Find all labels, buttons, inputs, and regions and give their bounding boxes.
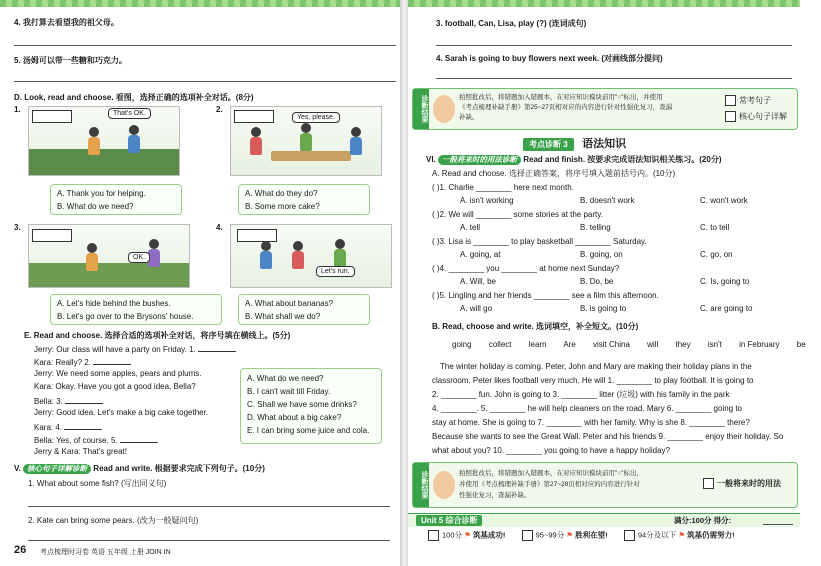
part-b-title: B. Read, choose and write. 选词填空，补全短文。(10分) [432, 322, 639, 331]
page-number: 26 [14, 544, 27, 556]
answer-line[interactable] [14, 81, 396, 82]
mc-question: ( )1. Charlie ________ here next month. [432, 183, 574, 192]
speech-bubble: Let's run. [316, 266, 355, 277]
mc-option[interactable]: C. are going to [700, 304, 753, 313]
mc-option[interactable]: A. Will, be [460, 277, 497, 286]
section-badge: 一般将来时的用法诊断 [438, 155, 521, 165]
word[interactable]: will [647, 340, 659, 349]
q4-translation: 4. 我打算去看望我的祖父母。 [14, 18, 119, 27]
ground [29, 263, 189, 287]
mc-option[interactable]: B. is going to [580, 304, 627, 313]
mc-option[interactable]: C. to tell [700, 223, 730, 232]
score-label: 满分:100分 得分: [674, 516, 732, 525]
unit-bar [408, 513, 800, 527]
options-box-1 [50, 184, 182, 215]
person [335, 239, 345, 249]
word[interactable]: isn't [707, 340, 722, 349]
mc-question: ( )5. Lingling and her friends ________ see a film this afternoon. [432, 291, 659, 300]
choice[interactable]: B. I can't wait till Friday. [247, 387, 331, 396]
checkbox[interactable] [624, 530, 635, 541]
answer-blank[interactable] [64, 420, 102, 430]
option[interactable]: A. What do they do? [245, 189, 318, 198]
page-footer [0, 546, 400, 558]
checkbox[interactable] [725, 111, 736, 122]
section-3-title: 语法知识 [582, 138, 627, 150]
pic-number: 2. [216, 105, 223, 114]
section-d-title: D. Look, read and choose. 看图，选择正确的选项补全对话。(8分) [14, 93, 254, 102]
dialogue-line: Bella: 3. [34, 394, 103, 407]
rating-row: 100分 ⚑ 筑基成功! 95~99分 ⚑ 胜利在望! 94分及以下 ⚑ 筑基仍需努力! [428, 530, 735, 541]
answer-line[interactable] [14, 45, 396, 46]
checkbox[interactable] [725, 95, 736, 106]
option[interactable]: B. What do we need? [57, 202, 134, 211]
answer-blank[interactable] [198, 342, 236, 352]
person [351, 127, 361, 137]
passage-line: 2. ________ fun. John is going to 3. ________ litter (垃圾) with his family in the park [432, 390, 730, 399]
diagnosis-tip-2 [412, 462, 798, 508]
word[interactable]: collect [488, 340, 512, 349]
option[interactable]: B. What shall we do? [245, 312, 321, 321]
mc-option[interactable]: A. tell [460, 223, 481, 232]
mc-question: ( )2. We will ________ some stories at the party. [432, 210, 603, 219]
answer-box[interactable] [32, 229, 72, 242]
dialogue-line: Kara: 4. [34, 420, 102, 433]
pic-number: 3. [14, 223, 21, 232]
tip-tag: 诊断结果 [413, 89, 429, 129]
options-box-3 [50, 294, 222, 325]
mc-option[interactable]: A. will go [460, 304, 493, 313]
section-vi-title: Read and finish. 按要求完成语法知识相关练习。(20分) [523, 155, 722, 164]
mc-option[interactable]: A. isn't working [460, 196, 514, 205]
section-vi-header: VI. 一般将来时的用法诊断 Read and finish. 按要求完成语法知识相关练习。(20分) [426, 155, 722, 164]
footer-text: 考点梳理时习卷 英语 五年级 上册 JOIN IN [40, 549, 171, 556]
person-body [292, 251, 304, 269]
options-box-4 [238, 294, 370, 325]
word-bank [452, 339, 821, 350]
mc-option[interactable]: C. won't work [700, 196, 748, 205]
mc-option[interactable]: B. telling [580, 223, 611, 232]
mc-option[interactable]: C. go, on [700, 250, 733, 259]
option[interactable]: A. What about bananas? [245, 299, 334, 308]
mc-option[interactable]: A. going, at [460, 250, 501, 259]
dialogue-line: Jerry: Good idea. Let's make a big cake together. [34, 408, 209, 417]
person-body [334, 249, 346, 267]
section-v-title: Read and write. 根据要求完成下列句子。(10分) [93, 464, 265, 473]
person-body [300, 133, 312, 151]
person [301, 123, 311, 133]
option[interactable]: B. Some more cake? [245, 202, 320, 211]
person [149, 239, 159, 249]
mc-option[interactable]: C. Is, going to [700, 277, 750, 286]
person [129, 125, 139, 135]
q5-translation: 5. 汤姆可以带一些糖和巧克力。 [14, 56, 127, 65]
tip-text: 拍照批改后，将错题加入错题本，在对应知识模块前用"○"标出，并使用 《考点梳理补缺手册》第25~27页相对应的内容进行针对性强化复习，查漏 补缺。 [459, 94, 673, 121]
mascot-icon [433, 471, 455, 499]
word[interactable]: going [452, 340, 472, 349]
garden-bushes [29, 149, 179, 175]
checkbox[interactable] [428, 530, 439, 541]
answer-line[interactable] [28, 506, 390, 507]
section-v-header: V. 核心句子详解诊断 Read and write. 根据要求完成下列句子。(10分) [14, 464, 265, 473]
options-box-2 [238, 184, 370, 215]
checkbox[interactable] [522, 530, 533, 541]
r-q4: 4. Sarah is going to buy flowers next week. (对画线部分提问) [436, 54, 663, 63]
checkbox-item[interactable]: 核心句子详解 [725, 111, 787, 122]
passage-line: stay at home. She is going to 7. ________ with her family. Why is she 8. ________ there? [432, 418, 750, 427]
dialogue-line: Kara: Okay. Have you got a good idea, Bella? [34, 382, 196, 391]
answer-blank[interactable] [93, 355, 131, 365]
section-pill: 考点诊断 3 [523, 138, 574, 151]
book-spine [400, 0, 408, 566]
option[interactable]: B. Let's go over to the Brysons' house. [57, 312, 194, 321]
person [293, 241, 303, 251]
word[interactable]: Are [563, 340, 576, 349]
answer-box[interactable] [234, 110, 274, 123]
flag-icon: ⚑ [678, 530, 685, 540]
passage-line: The winter holiday is coming. Peter, John and Mary are making their holiday plans in the [440, 362, 752, 371]
left-page [0, 8, 400, 560]
passage-line: 4. ________. 5. ________ he will help cleaners on the road. Mary 6. ________ going to [432, 404, 743, 413]
choice[interactable]: C. Shall we have some drinks? [247, 400, 357, 409]
pic-number: 4. [216, 223, 223, 232]
section-e-title: E. Read and choose. 选择合适的选项补全对话，将序号填在横线上。(5分) [24, 331, 291, 340]
diagnosis-tip-1 [412, 88, 798, 130]
person-body [88, 137, 100, 155]
answer-line[interactable] [436, 45, 792, 46]
person [261, 241, 271, 251]
r-q3: 3. football, Can, Lisa, play (?) (连词成句) [436, 19, 587, 28]
section-3-header [523, 134, 723, 149]
word[interactable]: in February [739, 340, 780, 349]
answer-box[interactable] [237, 229, 277, 242]
mc-question: ( )4. ________ you ________ at home next Sunday? [432, 264, 620, 273]
person-body [260, 251, 272, 269]
tip-tag: 诊断结果 [413, 463, 429, 507]
person-body [86, 253, 98, 271]
word[interactable]: be [796, 340, 806, 349]
option[interactable]: A. Thank you for helping. [57, 189, 146, 198]
choice[interactable]: A. What do we need? [247, 374, 324, 383]
person [251, 127, 261, 137]
passage-line: what about you? 10. ________ you going to have a happy holiday? [432, 446, 670, 455]
answer-blank[interactable] [120, 433, 158, 443]
v-q2: 2. Kate can bring some pears. (改为一般疑问句) [28, 516, 199, 525]
choice[interactable]: D. What about a big cake? [247, 413, 342, 422]
answer-blank[interactable] [65, 394, 103, 404]
dialogue-line: Jerry: We need some apples, pears and plums. [34, 369, 202, 378]
speech-bubble: That's OK. [108, 108, 151, 119]
word[interactable]: learn [528, 340, 547, 349]
pic-number: 1. [14, 105, 21, 114]
checkbox-item[interactable]: 常考句子 [725, 95, 771, 106]
dialogue-line: Jerry: Our class will have a party on Friday. 1. [34, 342, 236, 355]
section-badge: 核心句子详解诊断 [23, 464, 91, 474]
dialogue-line: Kara: Really? 2. [34, 355, 131, 368]
word[interactable]: visit China [593, 340, 630, 349]
word[interactable]: they [675, 340, 691, 349]
person [87, 243, 97, 253]
v-q1: 1. What about some fish? (写出同义句) [28, 479, 167, 488]
flag-icon: ⚑ [464, 530, 471, 540]
answer-line[interactable] [28, 540, 390, 541]
unit-tag: Unit 5 综合诊断 [416, 515, 482, 526]
speech-bubble: Yes, please. [292, 112, 340, 123]
speech-bubble: OK. [128, 252, 150, 263]
passage-line: classroom. Peter likes football very much. He will 1. ________ to play football. It is going to [432, 376, 754, 385]
checkbox-item[interactable]: 一般将来时的用法 [703, 478, 781, 489]
mc-option[interactable]: B. Do, be [580, 277, 614, 286]
person-body [128, 135, 140, 153]
part-a-title: A. Read and choose. 选择正确答案，将序号填入题前括号内。(10分) [432, 169, 676, 178]
mc-option[interactable]: B. going, on [580, 250, 623, 259]
mc-question: ( )3. Lisa is ________ to play basketball ________ Saturday. [432, 237, 647, 246]
person-body [250, 137, 262, 155]
dialogue-line: Jerry & Kara: That's great! [34, 447, 127, 456]
answer-line[interactable] [436, 78, 792, 79]
choice[interactable]: E. I can bring some juice and cola. [247, 426, 370, 435]
table [271, 151, 351, 161]
checkbox[interactable] [703, 478, 714, 489]
score-blank[interactable] [763, 524, 793, 525]
dialogue-line: Bella: Yes, of course. 5. [34, 433, 158, 446]
flag-icon: ⚑ [566, 530, 574, 540]
right-page [408, 8, 806, 560]
mascot-icon [433, 95, 455, 123]
passage-line: Because she wants to see the Great Wall. Peter and his friends 9. ________ enjoy their holiday. So [432, 432, 784, 441]
tip-text: 拍照批改后，将错题加入错题本，在对应知识模块前用"○"标出， 并使用《考点梳理补缺手册》第27~28页相对应的内容进行针对 性强化复习，查漏补缺。 [459, 470, 644, 499]
person-body [350, 137, 362, 155]
answer-box[interactable] [32, 110, 72, 123]
choices-box [240, 368, 382, 444]
mc-option[interactable]: B. doesn't work [580, 196, 635, 205]
option[interactable]: A. Let's hide behind the bushes. [57, 299, 171, 308]
person [89, 127, 99, 137]
